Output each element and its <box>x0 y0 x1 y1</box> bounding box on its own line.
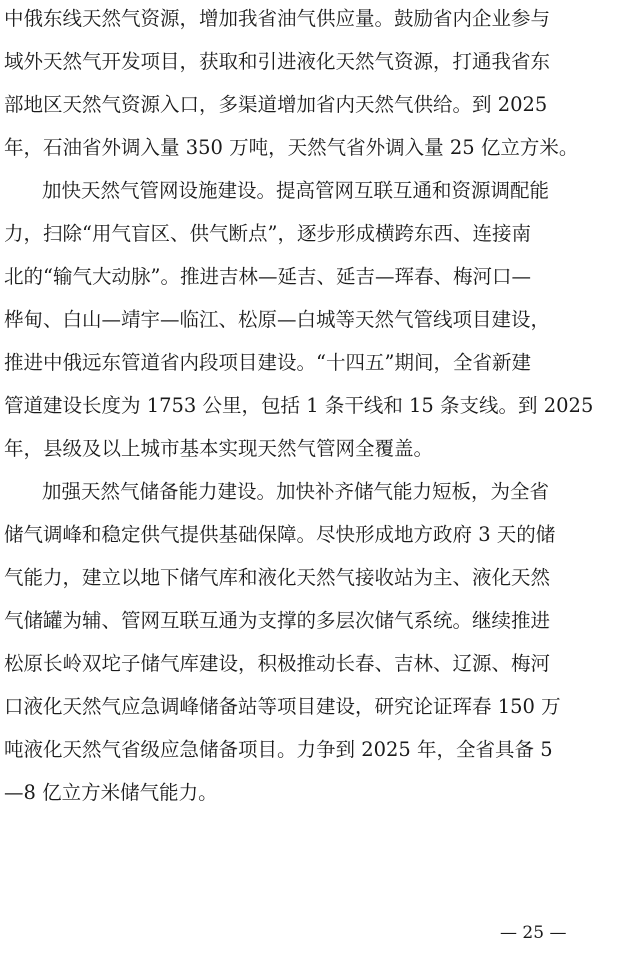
text-line <box>0 775 641 811</box>
text-line <box>0 732 641 768</box>
line-text: 域外天然气开发项目，获取和引进液化天然气资源，打通我省东 <box>4 50 551 73</box>
text-line <box>0 302 641 338</box>
text-line <box>0 517 641 553</box>
text-line <box>0 44 641 80</box>
line-text: 储气调峰和稳定供气提供基础保障。尽快形成地方政府 3 天的储 <box>4 523 556 546</box>
text-line <box>0 259 641 295</box>
text-line <box>0 431 641 467</box>
line-text: 部地区天然气资源入口，多渠道增加省内天然气供给。到 2025 <box>4 93 548 116</box>
text-line <box>0 87 641 123</box>
line-text: 吨液化天然气省级应急储备项目。力争到 2025 年，全省具备 5 <box>4 738 553 761</box>
line-text: 年，石油省外调入量 350 万吨，天然气省外调入量 25 亿立方米。 <box>4 136 579 159</box>
text-line <box>0 1 641 37</box>
line-text: 气能力，建立以地下储气库和液化天然气接收站为主、液化天然 <box>4 566 551 589</box>
line-text: 管道建设长度为 1753 公里，包括 1 条干线和 15 条支线。到 2025 <box>4 394 594 417</box>
text-line <box>0 216 641 252</box>
line-text: 年，县级及以上城市基本实现天然气管网全覆盖。 <box>4 437 434 460</box>
text-line <box>0 646 641 682</box>
text-line <box>0 345 641 381</box>
line-text: 力，扫除“用气盲区、供气断点”，逐步形成横跨东西、连接南 <box>4 222 531 245</box>
line-text: 中俄东线天然气资源，增加我省油气供应量。鼓励省内企业参与 <box>4 7 551 30</box>
line-text: 推进中俄远东管道省内段项目建设。“十四五”期间，全省新建 <box>4 351 531 374</box>
line-text: 松原长岭双坨子储气库建设，积极推动长春、吉林、辽源、梅河 <box>4 652 551 675</box>
line-text: 加快天然气管网设施建设。提高管网互联互通和资源调配能 <box>42 179 550 202</box>
page-number: — 25 — <box>500 923 567 943</box>
line-text: 气储罐为辅、管网互联互通为支撑的多层次储气系统。继续推进 <box>4 609 551 632</box>
text-line <box>0 560 641 596</box>
line-text: 桦甸、白山—靖宇—临江、松原—白城等天然气管线项目建设， <box>4 308 551 331</box>
line-text: 加强天然气储备能力建设。加快补齐储气能力短板，为全省 <box>42 480 550 503</box>
line-text: —8 亿立方米储气能力。 <box>4 781 218 804</box>
line-text: 口液化天然气应急调峰储备站等项目建设，研究论证珲春 150 万 <box>4 695 561 718</box>
line-text: 北的“输气大动脉”。推进吉林—延吉、延吉—珲春、梅河口— <box>4 265 531 288</box>
text-line <box>0 603 641 639</box>
text-line <box>0 689 641 725</box>
text-line <box>0 173 641 209</box>
text-line <box>0 130 641 166</box>
text-line <box>0 388 641 424</box>
text-line <box>0 474 641 510</box>
